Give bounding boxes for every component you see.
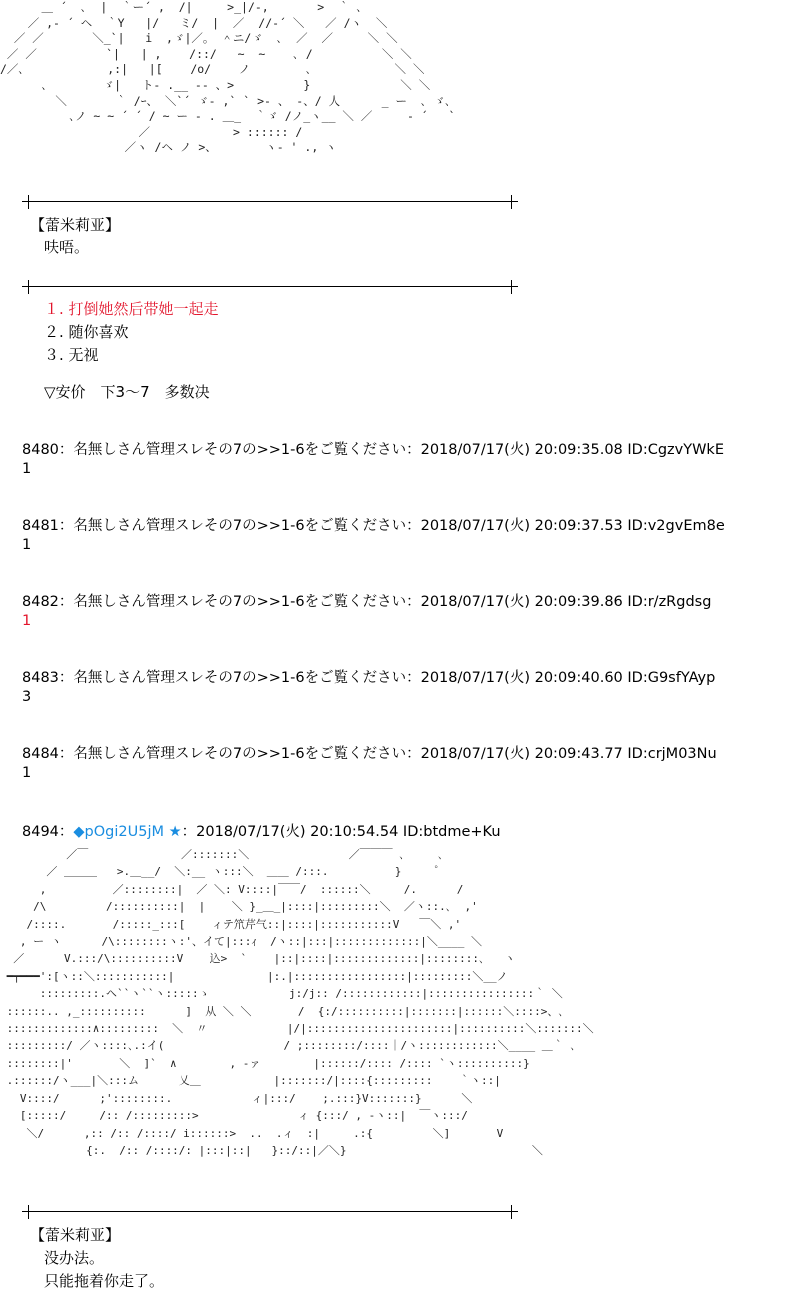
post-number: 8494：	[22, 824, 74, 840]
author-post-header	[22, 823, 501, 842]
dialogue-line: 呋唔。	[44, 238, 90, 256]
post-header: 8480：名無しさん管理スレその7の>>1-6をご覧ください：2018/07/17(火) 20:09:35.08 ID:CgzvYWkE	[22, 442, 724, 458]
post-header: 8482：名無しさん管理スレその7の>>1-6をご覧ください：2018/07/17(火) 20:09:39.86 ID:r/zRgdsg	[22, 594, 712, 610]
post-header: 8483：名無しさん管理スレその7の>>1-6をご覧ください：2018/07/17(火) 20:09:40.60 ID:G9sfYAyp	[22, 670, 716, 686]
author-trip[interactable]: ◆pOgi2U5jM ★	[73, 824, 182, 840]
choice-2: ２. 随你喜欢	[44, 323, 129, 341]
post-body: 1	[22, 461, 32, 477]
dialogue-line: 只能拖着你走了。	[44, 1272, 165, 1290]
ascii-art-bottom: ／￣ ／:::::::＼ ／￣￣￣ ､ ､ ／ ＿＿＿ >.＿__/ ＼:__ ヽ:::＼ ＿＿ /:::. } ゚ , ／::::::::| ／ ＼: V::::|￣￣/ ::::::＼ /. / /\ /::::::::::| | ＼ }_＿_|::::|:::::::::＼ ／ヽ::.､ ,' /::::. /:::::_:::[ ィテ笊芹气::|::::|:::::::::::V ￣＼ ,' , ー ヽ /\::::::::ヽ:'、イて|:::ｨ /ヽ::|:::|:::::::::::::|＼____ ＼ ／ V.:::/\::::::::::V 込> ` |::|::::|:::::::::::::|::::::::､ ヽ ━┯━━━':[ヽ::＼:::::::::::| |:.|:::::::::::::::::|:::::::::＼__ノ :::::::::.ヘ``ヽ``ヽ:::::ゝ j:/j:: /::::::::::::|::::::::::::::::｀ ＼ ::::::.. ,_:::::::::: ] 从 ＼ ＼ / {:/::::::::::|:::::::|::::::＼::::>、､ :::::::::::::∧::::::::: ＼ 〃 |/|::::::::::::::::::::::|::::::::::＼:::::::＼ :::::::::/ ／ヽ::::､.:イ( / ;::::::::/::::｜/ヽ::::::::::::＼____ ＿｀ ､ ::::::::|' ＼ ]` ∧ , ‐ァ |::::::/:::: /:::: `ヽ::::::::::} .::::::/ヽ___|＼:::ム 乂＿ |:::::::/|::::{::::::::: ｀ヽ::| V::::/ ;'::::::::. ィ|:::/ ;.:::}V:::::::} ＼ [:::::/ /:: /:::::::::> ィ {:::/ , ‐ヽ::| ￣ヽ:::/ ＼/ ,:: /:: /::::/ i::::::> .. .ィ :| .:{ ＼] V {:. /:: /::::/: |:::|::| }::/::|／＼} ＼	[6, 848, 594, 1157]
post-body: 1	[22, 613, 32, 629]
choice-1: １. 打倒她然后带她一起走	[44, 300, 219, 318]
ascii-art-top: ＿ ´ ､ | ｀ー´ , /| >_|/-, > ｀ ､ ／ ,- ´ ヘ ｀Y |/ ミ/ | ／ //-´ ＼ ／ /ヽ ＼ ／ ／ ＼_`| i ,ゞ|／。 ＾ニ/ゞ ､ ／ ／ ＼ ＼ ／ ／ `| | , /::/ ~ ~ ､ / ＼ ＼ /／､ ,:| |[ /o/ ノ ､ ＼ ＼ ､ ゞ| ト- .__ -‐ 、> } ＼ ＼ ＼ ｀ /ｰ、 ＼`´ ゞ- ,` ` >- 、 -、/ 人 _ ー ､ ゞ､ ､ノ ~ ~ ´ ´ / ~ ー ‐ . ＿_ ｀ゞ /ノ_ヽ__ ＼ ／ ‐ ´ ` ／ > :::::: / ／ヽ /ヘ ノ >、 ヽ‐ ' ., ヽ	[0, 0, 456, 155]
post-header: 8481：名無しさん管理スレその7の>>1-6をご覧ください：2018/07/17(火) 20:09:37.53 ID:v2gvEm8e	[22, 518, 725, 534]
post-body: 1	[22, 537, 32, 553]
divider-top	[22, 195, 518, 209]
dialogue-line: 没办法。	[44, 1249, 105, 1267]
post-body: 3	[22, 689, 32, 705]
divider-middle	[22, 280, 518, 294]
post-header: 8484：名無しさん管理スレその7の>>1-6をご覧ください：2018/07/17(火) 20:09:43.77 ID:crjM03Nu	[22, 746, 717, 762]
post-body: 1	[22, 765, 32, 781]
post-meta: ：2018/07/17(火) 20:10:54.54 ID:btdme+Ku	[181, 824, 501, 840]
divider-bottom	[22, 1205, 518, 1219]
choice-3: ３. 无视	[44, 346, 99, 364]
speaker-label: 【蕾米莉亚】	[30, 1226, 121, 1244]
vote-rule: ▽安价 下3～7 多数决	[44, 383, 210, 401]
speaker-label: 【蕾米莉亚】	[30, 216, 121, 234]
